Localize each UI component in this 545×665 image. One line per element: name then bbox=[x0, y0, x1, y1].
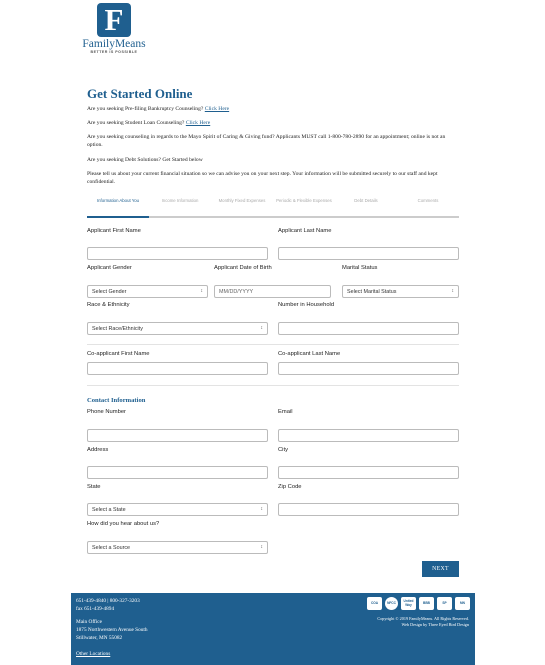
progress-indicator bbox=[87, 216, 149, 218]
badge-logo[interactable]: SP bbox=[437, 597, 452, 610]
page-title: Get Started Online bbox=[87, 86, 193, 101]
divider bbox=[87, 385, 459, 386]
accreditation-badges bbox=[367, 597, 470, 610]
source-label: How did you hear about us? bbox=[87, 521, 160, 527]
tab-comments[interactable]: Comments bbox=[417, 198, 439, 203]
tab-monthly-fixed-expenses[interactable]: Monthly Fixed Expenses bbox=[218, 198, 266, 203]
last-name-label: Applicant Last Name bbox=[278, 228, 332, 234]
footer-address-line1: 1875 Northwestern Avenue South bbox=[76, 627, 148, 633]
last-name-input[interactable] bbox=[278, 247, 459, 260]
state-select[interactable]: Select a State ↕ bbox=[87, 503, 268, 516]
phone-input[interactable] bbox=[87, 429, 268, 442]
badge-logo[interactable]: NFCC bbox=[385, 597, 398, 610]
first-name-input[interactable] bbox=[87, 247, 268, 260]
badge-logo[interactable]: MN bbox=[455, 597, 470, 610]
city-input[interactable] bbox=[278, 466, 459, 479]
tab-debt-details[interactable]: Debt Details bbox=[354, 198, 378, 203]
footer-office-title: Main Office bbox=[76, 619, 102, 625]
select-arrows-icon: ↕ bbox=[200, 288, 203, 294]
badge-logo[interactable]: COA bbox=[367, 597, 382, 610]
marital-label: Marital Status bbox=[342, 265, 378, 271]
address-input[interactable] bbox=[87, 466, 268, 479]
logo[interactable] bbox=[79, 3, 149, 54]
contact-section-title: Contact Information bbox=[87, 397, 146, 404]
footer bbox=[71, 593, 475, 665]
select-arrows-icon: ↕ bbox=[260, 506, 263, 512]
email-input[interactable] bbox=[278, 429, 459, 442]
other-locations-link[interactable]: Other Locations bbox=[76, 651, 111, 657]
select-arrows-icon: ↕ bbox=[260, 544, 263, 550]
co-first-name-input[interactable] bbox=[87, 362, 268, 375]
zip-label: Zip Code bbox=[278, 484, 302, 490]
dob-input[interactable]: MM/DD/YYYY bbox=[214, 285, 331, 298]
select-arrows-icon: ↕ bbox=[451, 288, 454, 294]
student-loan-question: Are you seeking Student Loan Counseling? Click Here bbox=[87, 120, 211, 126]
footer-phones[interactable]: 651-439-4840 | 800-327-3203 bbox=[76, 598, 140, 604]
debt-solutions-note: Are you seeking Debt Solutions? Get Started below bbox=[87, 157, 203, 163]
bankruptcy-question: Are you seeking Pre-filing Bankruptcy Counseling? Click Here bbox=[87, 106, 230, 112]
tab-income-information[interactable]: Income Information bbox=[161, 198, 199, 203]
bankruptcy-link[interactable]: Click Here bbox=[204, 106, 230, 112]
gender-label: Applicant Gender bbox=[87, 265, 132, 271]
zip-input[interactable] bbox=[278, 503, 459, 516]
footer-address-line2: Stillwater, MN 55082 bbox=[76, 635, 123, 641]
household-input[interactable] bbox=[278, 322, 459, 335]
household-label: Number in Household bbox=[278, 302, 335, 308]
tab-periodic-flexible-expenses[interactable]: Periodic & Flexible Expenses bbox=[276, 198, 332, 203]
footer-credit[interactable]: Web Design by Three Eyed Bird Design bbox=[401, 622, 469, 627]
gender-select[interactable]: Select Gender ↕ bbox=[87, 285, 208, 298]
badge-logo[interactable]: United Way bbox=[401, 597, 416, 610]
divider bbox=[87, 344, 459, 345]
first-name-label: Applicant First Name bbox=[87, 228, 141, 234]
co-first-name-label: Co-applicant First Name bbox=[87, 351, 150, 357]
race-select[interactable]: Select Race/Ethnicity ↕ bbox=[87, 322, 268, 335]
footer-copyright: Copyright © 2019 FamilyMeans. All Rights Reserved. bbox=[377, 616, 469, 621]
address-label: Address bbox=[87, 447, 109, 453]
logo-name: FamilyMeans bbox=[82, 38, 146, 50]
tab-information-about-you[interactable]: Information About You bbox=[96, 198, 140, 203]
next-button[interactable]: NEXT bbox=[422, 561, 459, 577]
marital-select[interactable]: Select Marital Status ↕ bbox=[342, 285, 459, 298]
progress-tabs bbox=[87, 198, 459, 220]
co-last-name-input[interactable] bbox=[278, 362, 459, 375]
badge-logo[interactable]: BBB bbox=[419, 597, 434, 610]
co-last-name-label: Co-applicant Last Name bbox=[278, 351, 341, 357]
race-label: Race & Ethnicity bbox=[87, 302, 130, 308]
logo-tagline: BETTER IS POSSIBLE bbox=[90, 50, 138, 54]
phone-label: Phone Number bbox=[87, 409, 126, 415]
city-label: City bbox=[278, 447, 288, 453]
student-loan-link[interactable]: Click Here bbox=[185, 120, 211, 126]
mayo-fund-note: Are you seeking counseling in regards to the Mayo Spirit of Caring & Giving fund? Applicants MUST call 1-800-780-2890 for an appointment; online is not an option. bbox=[87, 134, 446, 148]
email-label: Email bbox=[278, 409, 293, 415]
select-arrows-icon: ↕ bbox=[260, 325, 263, 331]
state-label: State bbox=[87, 484, 101, 490]
dob-label: Applicant Date of Birth bbox=[214, 265, 272, 271]
source-select[interactable]: Select a Source ↕ bbox=[87, 541, 268, 554]
intro-text: Please tell us about your current financial situation so we can advise you on your next step. Your information will be submitted securely to our staff and kept confidential. bbox=[87, 171, 438, 185]
footer-fax: fax 651-439-4894 bbox=[76, 606, 115, 612]
logo-mark: F bbox=[97, 3, 131, 37]
